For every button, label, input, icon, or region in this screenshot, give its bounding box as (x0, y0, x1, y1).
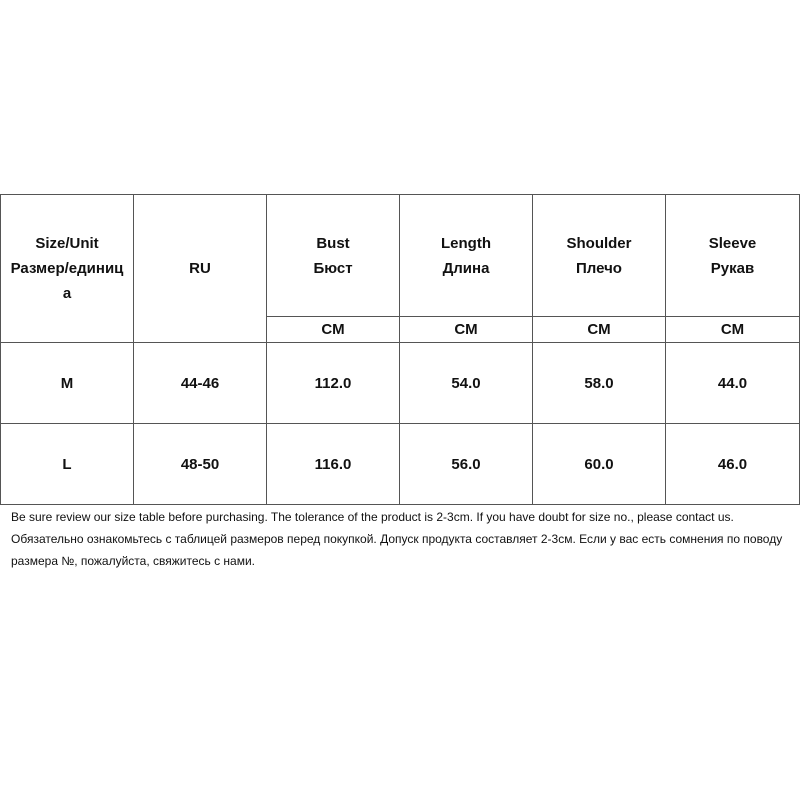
header-ru: RU (134, 195, 267, 343)
table-row (1, 343, 800, 424)
table-cell: 48-50 (134, 424, 267, 505)
size-table (0, 194, 800, 505)
header-length: Length Длина (400, 195, 533, 317)
table-cell: 44-46 (134, 343, 267, 424)
table-cell: 44.0 (666, 343, 800, 424)
header-bust: Bust Бюст (267, 195, 400, 317)
note-english: Be sure review our size table before purchasing. The tolerance of the product is 2-3cm. If you have doubt for size no., please contact us. (11, 510, 734, 524)
header-row (1, 195, 800, 317)
table-cell: L (1, 424, 134, 505)
unit-cell-shoulder: CM (533, 317, 666, 343)
table-cell: 46.0 (666, 424, 800, 505)
header-sleeve: Sleeve Рукав (666, 195, 800, 317)
table-cell: 58.0 (533, 343, 666, 424)
table-cell: M (1, 343, 134, 424)
unit-cell-sleeve: CM (666, 317, 800, 343)
unit-cell-length: CM (400, 317, 533, 343)
table-cell: 60.0 (533, 424, 666, 505)
size-note (11, 506, 796, 572)
table-cell: 54.0 (400, 343, 533, 424)
note-russian: Обязательно ознакомьтесь с таблицей размеров перед покупкой. Допуск продукта составляет 2-3см. Если у вас есть сомнения по поводу размера №, пожалуйста, свяжитесь с нами. (11, 532, 783, 568)
unit-cell-bust: CM (267, 317, 400, 343)
header-shoulder: Shoulder Плечо (533, 195, 666, 317)
table-row (1, 424, 800, 505)
table-cell: 56.0 (400, 424, 533, 505)
table-cell: 112.0 (267, 343, 400, 424)
table-cell: 116.0 (267, 424, 400, 505)
header-size-unit: Size/Unit Размер/единиц а (1, 195, 134, 343)
